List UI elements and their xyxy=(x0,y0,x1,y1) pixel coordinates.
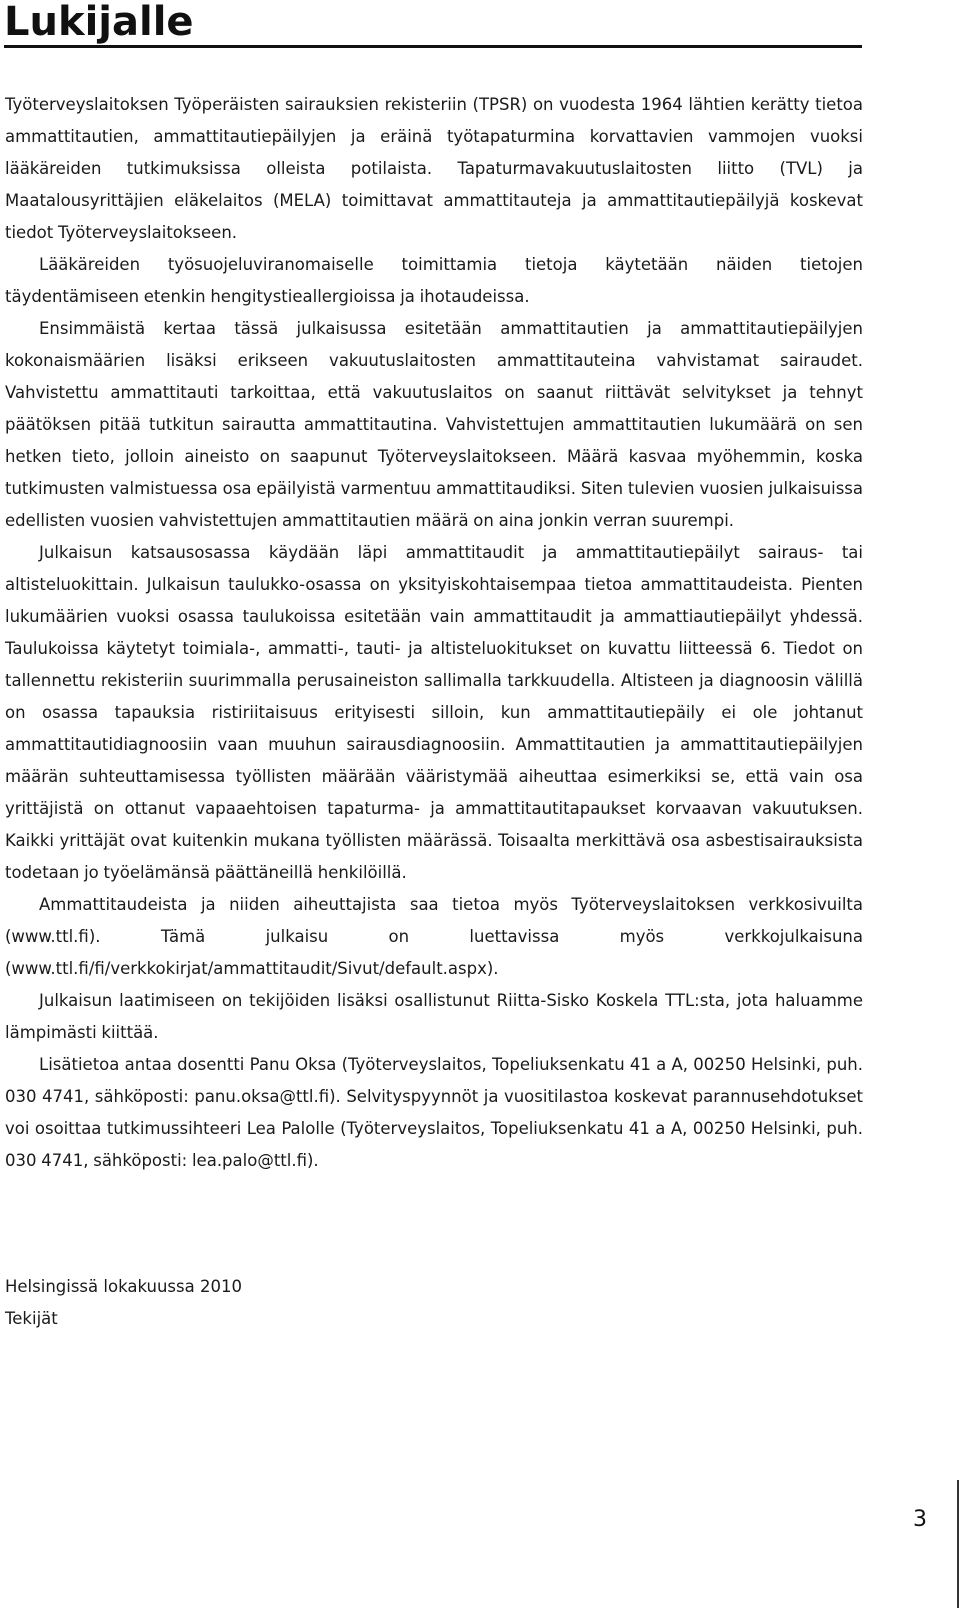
body-text xyxy=(5,89,863,1177)
paragraph-contact-info: Lisätietoa antaa dosentti Panu Oksa (Työterveyslaitos, Topeliuksenkatu 41 a A, 00250 Helsinki, puh. 030 4741, sähköposti: panu.oksa@ttl.fi). Selvityspyynnöt ja vuositilastoa koskevat parannusehdotukset voi osoittaa tutkimussihteeri Lea Palolle (Työterveyslaitos, Topeliuksenkatu 41 a A, 00250 Helsinki, puh. 030 4741, sähköposti: lea.palo@ttl.fi). xyxy=(5,1055,863,1170)
page-title: Lukijalle xyxy=(4,0,194,45)
paragraph-intro: Työterveyslaitoksen Työperäisten sairauksien rekisteriin (TPSR) on vuodesta 1964 lähtien kerätty tietoa ammattitautien, ammattitautiepäilyjen ja eräinä työtapaturmina korvattavien vammojen vuoksi lääkäreiden tutkimuksissa olleista potilaista. Tapaturmavakuutuslaitosten liitto (TVL) ja Maatalousyrittäjien eläkelaitos (MELA) toimittavat ammattitauteja ja ammattitautiepäilyjä koskevat tiedot Työterveyslaitokseen. xyxy=(5,95,863,242)
signature-block xyxy=(5,1271,242,1335)
signature-authors: Tekijät xyxy=(5,1309,58,1328)
page-margin-rule xyxy=(957,1480,959,1608)
signature-place-date: Helsingissä lokakuussa 2010 xyxy=(5,1277,242,1296)
paragraph-acknowledgements: Julkaisun laatimiseen on tekijöiden lisäksi osallistunut Riitta-Sisko Koskela TTL:sta, jota haluamme lämpimästi kiittää. xyxy=(5,991,863,1042)
paragraph-publication-structure: Julkaisun katsausosassa käydään läpi ammattitaudit ja ammattitautiepäilyt sairaus- tai altisteluokittain. Julkaisun taulukko-osassa on yksityiskohtaisempaa tietoa ammattitaudeista. Pienten lukumäärien vuoksi osassa taulukoissa esitetään vain ammattitaudit ja ammattiautiepäilyt yhdessä. Taulukoissa käytetyt toimiala-, ammatti-, tauti- ja altisteluokitukset on kuvattu liitteessä 6. Tiedot on tallennettu rekisteriin suurimmalla perusaineiston sallimalla tarkkuudella. Altisteen ja diagnoosin välillä on osassa tapauksia ristiriitaisuus erityisesti silloin, kun ammattitautiepäily ei ole johtanut ammattitautidiagnoosiin vaan muuhun sairausdiagnoosiin. Ammattitautien ja ammattitautiepäilyjen määrän suhteuttamisessa työllisten määrään vääristymää aiheuttaa esimerkiksi se, että vain osa yrittäjistä on ottanut vapaaehtoisen tapaturma- ja ammattitautitapaukset korvaavan vakuutuksen. Kaikki yrittäjät ovat kuitenkin mukana työllisten määrässä. Toisaalta merkittävä osa asbestisairauksista todetaan jo työelämänsä päättäneillä henkilöillä. xyxy=(5,543,863,882)
paragraph-physician-reports: Lääkäreiden työsuojeluviranomaiselle toimittamia tietoja käytetään näiden tietojen täydentämiseen etenkin hengitystieallergioissa ja ihotaudeissa. xyxy=(5,255,863,306)
paragraph-confirmed-diseases: Ensimmäistä kertaa tässä julkaisussa esitetään ammattitautien ja ammattitautiepäilyjen kokonaismäärien lisäksi erikseen vakuutuslaitosten ammattitauteina vahvistamat sairaudet. Vahvistettu ammattitauti tarkoittaa, että vakuutuslaitos on saanut riittävät selvitykset ja tehnyt päätöksen pitää tutkitun sairautta ammattitautina. Vahvistettujen ammattitautien lukumäärä on sen hetken tieto, jolloin aineisto on saapunut Työterveyslaitokseen. Määrä kasvaa myöhemmin, koska tutkimusten valmistuessa osa epäilyistä varmentuu ammattitaudiksi. Siten tulevien vuosien julkaisuissa edellisten vuosien vahvistettujen ammattitautien määrä on aina jonkin verran suurempi. xyxy=(5,319,863,530)
title-rule xyxy=(4,45,862,48)
page-number: 3 xyxy=(913,1507,927,1532)
paragraph-web-resources: Ammattitaudeista ja niiden aiheuttajista saa tietoa myös Työterveyslaitoksen verkkosivuilta (www.ttl.fi). Tämä julkaisu on luettavissa myös verkkojulkaisuna (www.ttl.fi/fi/verkkokirjat/ammattitaudit/Sivut/default.aspx). xyxy=(5,895,863,978)
